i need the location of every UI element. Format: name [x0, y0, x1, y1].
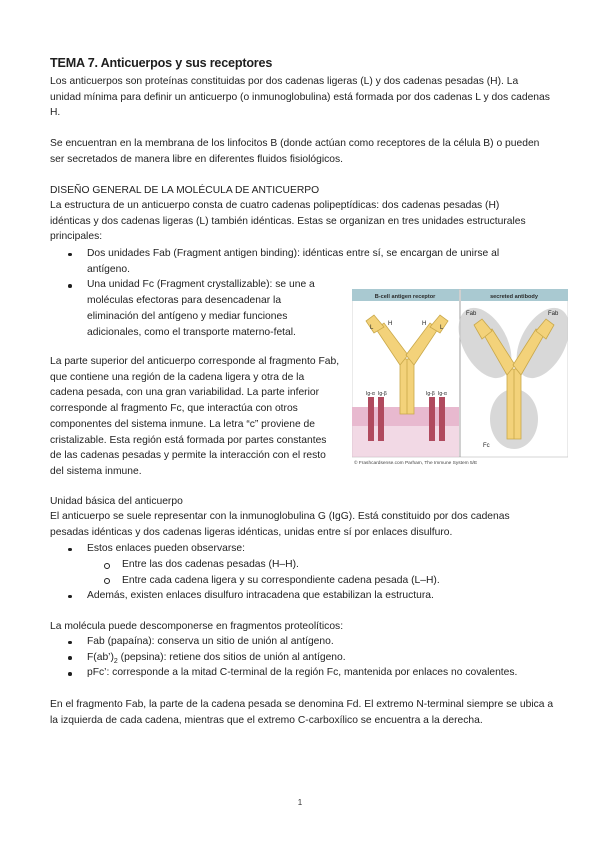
list-item: Entre las dos cadenas pesadas (H–H). [50, 557, 540, 573]
unit-paragraph: El anticuerpo se suele representar con la inmunoglobulina G (IgG). Está constituido por dos cadenas pesadas idénticas y dos cadenas ligeras idénticas, unidas entre sí por enlaces disulfuro. [50, 511, 510, 538]
list-item: Entre cada cadena ligera y su correspondiente cadena pesada (L–H). [50, 573, 540, 589]
label-fab-right: Fab [548, 311, 559, 317]
design-paragraph: La estructura de un anticuerpo consta de cuatro cadenas polipeptídicas: dos cadenas pesadas (H) idénticas y dos cadenas ligeras (L) también idénticas. Estas se organizan en tres unidades estructurales principales: [50, 200, 526, 243]
figure-header-right-label: secreted antibody [490, 294, 538, 300]
intro-paragraph-1: Los anticuerpos son proteínas constituidas por dos cadenas ligeras (L) y dos cadenas pesadas (H). La unidad mínima para definir un anticuerpo (o inmunoglobulina) está formada por dos cadenas L y dos cadenas H. [50, 76, 550, 119]
label-heavy-chain: H [388, 321, 393, 327]
ig-beta-tail [378, 397, 384, 441]
section-heading-design: DISEÑO GENERAL DE LA MOLÉCULA DE ANTICUERPO [50, 185, 320, 196]
fragment-subscript: 2 [113, 657, 118, 665]
fab-fc-paragraph: La parte superior del anticuerpo corresponde al fragmento Fab, que contiene una región de la cadena ligera y otra de la cadena pesada, con una gran variabilidad. La parte inferior corresponde al fragmento Fc, que interactúa con otros componentes del sistema inmune. La letra “c” proviene de cristalizable. Esta región está formada por partes constantes de las cadenas pesadas y permite la interacción con el resto del sistema inmune. [50, 356, 340, 477]
list-item: Una unidad Fc (Fragment crystallizable): se une a moléculas efectoras para desencadenar la eliminación del antígeno y mediar funciones adicionales, como el transporte materno-fetal. [50, 277, 323, 340]
list-item [50, 650, 560, 666]
label-ig-beta: Ig-β [378, 391, 387, 397]
fragments-list [50, 634, 560, 681]
list-item: Dos unidades Fab (Fragment antigen binding): idénticas entre sí, se encargan de unirse al antígeno. [50, 246, 530, 277]
label-light-chain: L [370, 325, 374, 331]
closing-paragraph: En el fragmento Fab, la parte de la cadena pesada se denomina Fd. El extremo N-terminal siempre se ubica a la izquierda de cada cadena, mientras que el extremo C-carboxílico se encuentra a la derecha. [50, 699, 554, 726]
unit-bullet-list [50, 541, 540, 557]
ig-beta-tail [429, 397, 435, 441]
fragment-description: (pepsina): retiene dos sitios de unión al antígeno. [117, 651, 346, 663]
list-item: pFc’: corresponde a la mitad C-terminal de la región Fc, mantenida por enlaces no covalentes. [50, 665, 560, 681]
label-fc: Fc [483, 443, 490, 449]
ig-alpha-tail [368, 397, 374, 441]
figure-caption: © Frashcardsense.com Parham, The Immune System 5/E [354, 461, 478, 465]
label-ig-alpha: Ig-α [438, 391, 447, 397]
figure-header-left-label: B-cell antigen receptor [374, 294, 436, 300]
fragment-name: F(ab’) [87, 651, 114, 663]
section-heading-unit: Unidad básica del anticuerpo [50, 496, 183, 507]
page-title: TEMA 7. Anticuerpos y sus receptores [50, 56, 273, 70]
unit-bullet-list-2 [50, 588, 540, 604]
fragments-intro: La molécula puede descomponerse en fragmentos proteolíticos: [50, 621, 344, 632]
unit-sub-bullet-list [50, 557, 540, 588]
list-item: Estos enlaces pueden observarse: [50, 541, 540, 557]
antibody-figure [352, 289, 568, 465]
label-ig-beta: Ig-β [426, 391, 435, 397]
intro-paragraph-2: Se encuentran en la membrana de los linfocitos B (donde actúan como receptores de la célula B) o pueden ser secretados de manera libre en diferentes fluidos fisiológicos. [50, 138, 540, 165]
list-item: Además, existen enlaces disulfuro intracadena que estabilizan la estructura. [50, 588, 540, 604]
label-light-chain: L [440, 325, 444, 331]
ig-alpha-tail [439, 397, 445, 441]
list-item: Fab (papaína): conserva un sitio de unión al antígeno. [50, 634, 560, 650]
label-heavy-chain: H [422, 321, 427, 327]
label-ig-alpha: Ig-α [366, 391, 375, 397]
page-number: 1 [297, 798, 303, 807]
label-fab-left: Fab [466, 311, 477, 317]
